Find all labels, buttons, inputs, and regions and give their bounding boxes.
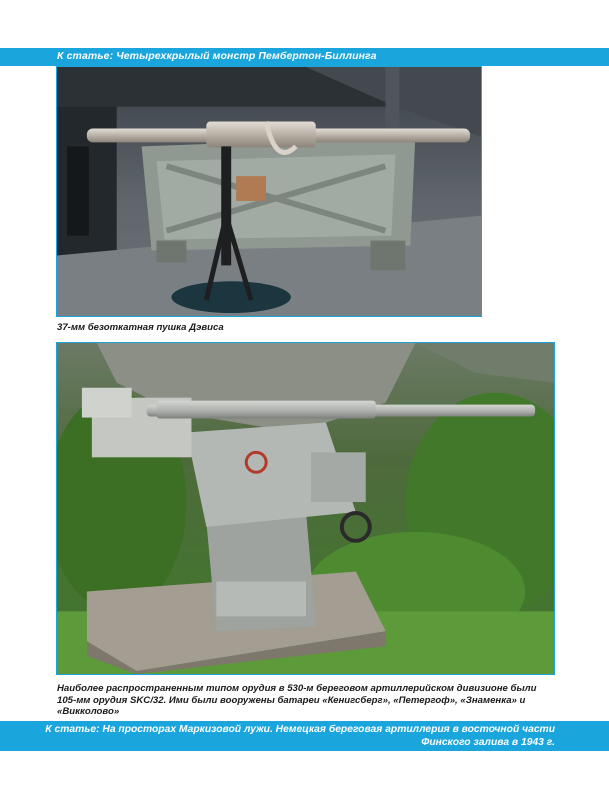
- davis-gun-photo: [56, 66, 482, 317]
- bottom-reference-bar: [0, 721, 609, 751]
- bottom-reference-line1: К статье: На просторах Маркизовой лужи. Немецкая береговая артиллерия в восточной части: [45, 724, 555, 735]
- davis-gun-caption: 37-мм безоткатная пушка Дэвиса: [57, 322, 224, 333]
- top-reference-text: К статье: Четырехкрылый монстр Пембертон-Биллинга: [57, 50, 377, 62]
- top-reference-bar: [0, 48, 609, 66]
- bottom-reference-line2: Финского залива в 1943 г.: [421, 737, 555, 748]
- coastal-gun-caption: Наиболее распространенным типом орудия в 530-м береговом артиллерийском дивизионе были 105-мм орудия SKC/32. Ими были вооружены батареи «Кенигсберг», «Петергоф», «Знаменка» и «Викколово»: [57, 683, 537, 717]
- coastal-gun-photo: [56, 342, 555, 675]
